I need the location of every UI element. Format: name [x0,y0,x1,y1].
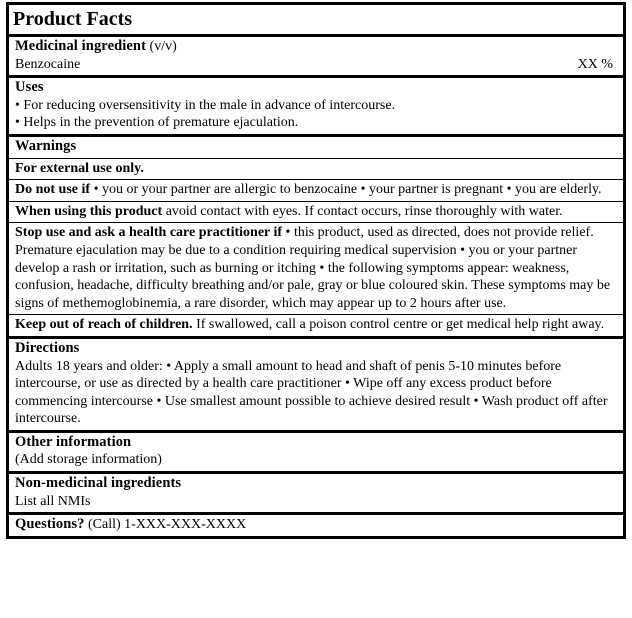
warnings-heading-row [9,134,623,158]
keep-out-row [9,314,623,336]
stop-use-label: Stop use and ask a health care practitioner if [15,225,283,241]
page-title: Product Facts [13,8,133,30]
directions-text: Adults 18 years and older: • Apply a small amount to head and shaft of penis 5-10 minutes before intercourse, or use as directed by a health care practitioner • Wipe off any excess product before commencing intercourse • Use smallest amount possible to achieve desired result • Wash product off after intercourse. [15,358,608,427]
non-medicinal-section [9,471,623,512]
ingredient-amount: XX % [577,56,613,72]
do-not-use-text: • you or your partner are allergic to benzocaine • your partner is pregnant • you are elderly. [90,182,602,198]
ingredient-name: Benzocaine [15,56,81,72]
warnings-heading: Warnings [15,137,77,154]
external-use-row [9,158,623,180]
medicinal-ingredient-section [9,34,623,75]
external-use-text: For external use only. [15,160,144,176]
directions-section [9,336,623,430]
questions-text: (Call) 1-XXX-XXX-XXXX [84,517,247,533]
questions-label: Questions? [15,516,85,533]
directions-heading: Directions [15,339,80,356]
non-medicinal-heading: Non-medicinal ingredients [15,475,182,492]
other-information-text: (Add storage information) [15,452,162,468]
product-facts-table [6,2,626,539]
stop-use-row [9,222,623,314]
keep-out-label: Keep out of reach of children. [15,317,193,333]
keep-out-text: If swallowed, call a poison control centre or get medical help right away. [192,317,605,333]
do-not-use-row [9,179,623,201]
other-information-heading: Other information [15,433,132,450]
stop-use-text: • this product, used as directed, does not provide relief. Premature ejaculation may be due to a condition requiring medical supervision • you or your partner develop a rash or irritation, such as burning or itching • the following symptoms appear: weakness, confusion, headache, difficulty breathing and/or pale, gray or blue coloured skin. These symptoms may be signs of methemoglobinemia, a rare disorder, which may appear up to 2 hours after use. [15,225,611,311]
when-using-text: avoid contact with eyes. If contact occurs, rinse thoroughly with water. [162,203,563,219]
when-using-label: When using this product [15,203,163,219]
uses-item: • Helps in the prevention of premature ejaculation. [15,115,299,131]
uses-item: • For reducing oversensitivity in the male in advance of intercourse. [15,97,396,113]
medicinal-ingredient-heading: Medicinal ingredient [15,38,147,54]
other-information-section [9,430,623,471]
uses-section [9,75,623,134]
non-medicinal-text: List all NMIs [15,493,91,509]
do-not-use-label: Do not use if [15,182,91,198]
when-using-row [9,201,623,223]
questions-section [9,512,623,536]
uses-heading: Uses [15,79,44,96]
medicinal-unit: (v/v) [149,39,177,54]
